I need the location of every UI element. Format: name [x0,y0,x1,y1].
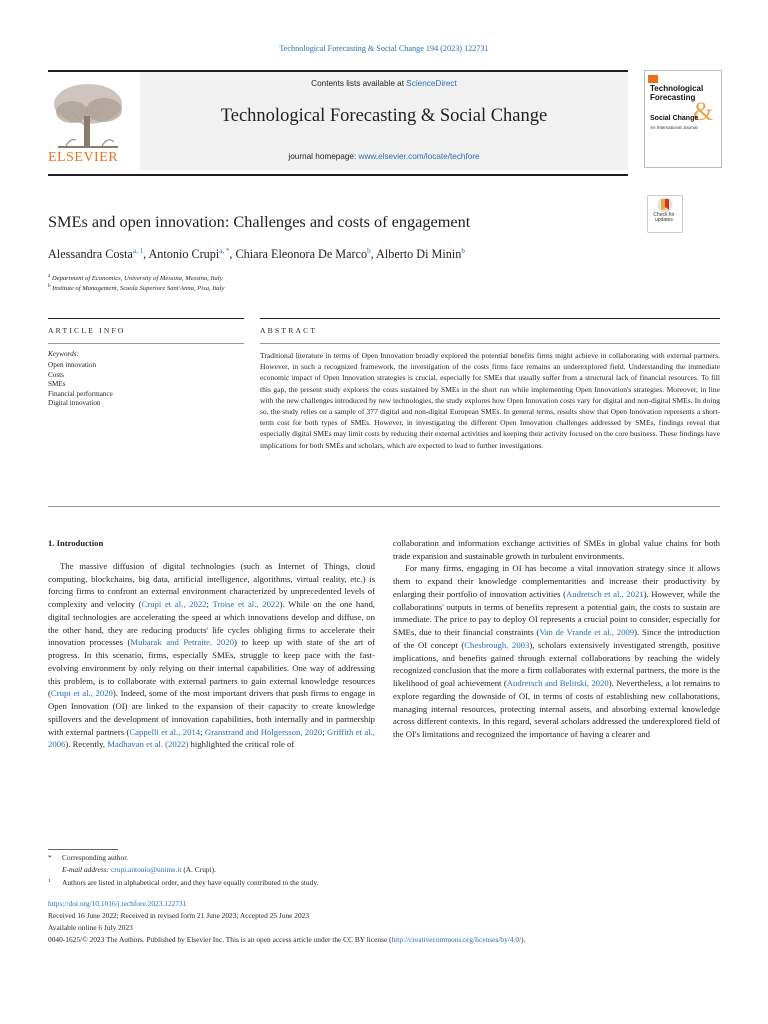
available-online: Available online 6 July 2023 [48,923,133,932]
author-affil-mark[interactable]: a, 1 [132,247,144,255]
citation-link[interactable]: Troise et al., 2022 [212,599,280,610]
author-list: Alessandra Costa$^{a, 1}$, Antonio Crupi$^{a, *}$, Chiara Eleonora De Marco$^b$, Alberto Di Minin$^b$ [48,247,465,261]
contents-prefix: Contents lists available at [311,79,407,88]
elsevier-wordmark: ELSEVIER [48,150,119,165]
citation-link[interactable]: Granstrand and Holgersson, 2020 [204,726,323,737]
citation-link[interactable]: Griffith et al., 2006 [48,726,376,750]
sciencedirect-link[interactable]: ScienceDirect [406,79,457,88]
license-text: 0040-1625/© 2023 The Authors. Published by Elsevier Inc. This is an open access article under the CC BY license ( [48,935,392,944]
journal-cover[interactable] [644,70,722,168]
keyword: Digital innovation [48,399,101,408]
license-link[interactable]: http://creativecommons.org/licenses/by/4.0/ [391,935,522,944]
keywords-list [48,361,113,409]
author-name[interactable]: Alessandra Costa [48,247,133,261]
intro-paragraph-1: The massive diffusion of digital technologies (such as Internet of Things, cloud computing, blockchains, big data, artificial intelligence, algorithms, virtual reality, etc.) is forcing firms to confront an external environment characterized by unprecedented levels of complexity and velocity (Crupi et al., 2022; Troise et al., 2022). While on the one hand, digital technologies are accelerating the speed at which innovations develop and diffuse, on the other hand, they are reducing products' life cycles obliging firms to accelerate their innovation processes (Mubarak and Petraite, 2020) to keep up with state of the art of progress. In this scenario, firms, especially SMEs, struggle to keep pace with the fast-evolving environment by only relying on their internal capabilities. One way of addressing this problem, is to collaborate with external partners to gain external knowledge resources (Crupi et al., 2020). Indeed, some of the most important drivers that push firms to engage in Open Innovation (OI) are linked to the expansion of their capacity to create knowledge spillovers and the development of innovation capabilities, both internally and in partnership with external partners (Cappelli et al., 2014; Granstrand and Holgersson, 2020; Griffith et al., 2006). Recently, Madhavan et al. (2022) highlighted the critical role of [48,561,376,750]
homepage-prefix: journal homepage: [288,152,359,161]
author-affil-mark[interactable]: b [367,247,371,255]
email-label: E-mail address: [62,865,110,874]
author-name[interactable]: Alberto Di Minin [376,247,462,261]
keyword: Costs [48,370,64,379]
footnote-mark: 1 [48,878,51,884]
citation-link[interactable]: Chesbrough, 2003 [464,639,530,650]
doi-link[interactable]: https://doi.org/10.1016/j.techfore.2023.122731 [48,899,187,908]
abstract-rule [260,318,720,319]
badge-line1: Check for [653,212,675,218]
email-suffix: (A. Crupi). [183,865,216,874]
license-line [48,935,525,944]
cover-subtitle: An International Journal [650,125,698,130]
footnote-rule [48,849,118,850]
badge-line2: updates [655,217,673,224]
cover-ampersand: & [693,97,714,126]
check-for-updates-label[interactable] [647,213,681,224]
journal-title: Technological Forecasting & Social Change [220,106,548,126]
citation-link[interactable]: Van de Vrande et al., 2009 [539,627,635,638]
section-heading-introduction: 1. Introduction [48,538,104,548]
affiliation-text: Institute of Management, Scuola Superiore Sant'Anna, Pisa, Italy [52,285,225,292]
affiliation-text: Department of Economics, University of Messina, Messina, Italy [51,275,223,282]
keyword: SMEs [48,380,66,389]
footnote-text: Corresponding author. [62,853,129,862]
abstract-subrule [260,343,720,344]
affiliation [48,284,224,292]
license-suffix: ). [521,935,526,944]
affiliation-mark: a [48,274,51,279]
affiliation [48,274,223,282]
cover-title-line2: Forecasting [650,92,696,102]
citation-link[interactable]: Audretsch and Belitski, 2020 [506,678,609,689]
asterisk-mark: * [48,853,52,862]
article-info-subrule [48,343,244,344]
cover-title [650,85,720,102]
received-dates: Received 16 June 2022; Received in revised form 21 June 2023; Accepted 25 June 2023 [48,911,310,920]
body-column-right [393,537,720,741]
citation-link[interactable]: Crupi et al., 2020 [50,688,113,699]
intro-paragraph-continued: collaboration and information exchange activities of SMEs in global value chains for both trade expansion and sustainable growth in turbulent environments. [393,538,720,561]
homepage-link[interactable]: www.elsevier.com/locate/techfore [358,152,480,161]
contents-line [140,79,628,88]
footnote-text: Authors are listed in alphabetical order, and they have equally contributed to the study. [62,878,319,887]
article-info-rule [48,318,244,319]
citation-link[interactable]: Audretsch et al., 2021 [566,588,644,599]
abstract-text: Traditional literature in terms of Open Innovation broadly explored the potential benefits firms might achieve in collaborating with external partners. However, in such a recognized framework, the investigation of the costs firms face remains an underexplored field. Understanding the immediate economic impact of Open Innovation strategies is crucial, especially for SMEs that usually suffer from a structural lack of financial resources. To fill this gap, the present study explores the costs sustained by SMEs in the short run while implementing Open Innovation's strategies. Moreover, in line with the new challenges introduced by new technologies, the study explores how Open Innovation costs vary for digital and non-digital SMEs. In doing so, the study relies on a sample of 377 digital and non-digital European SMEs. In general terms, results show that Open Innovation represents a short-term cost for both types of SMEs. However, in investigating the different Open Innovation challenges addressed by SMEs, findings reveal that especially digital SMEs may limit costs by reducing their external activities and keeping their activity focused on the core business. These findings have implications for both SMEs and scholars, which are expected to lead to further investigations. [260,351,720,450]
running-header[interactable]: Technological Forecasting & Social Change 194 (2023) 122731 [279,44,489,53]
footnote-email [48,864,216,876]
author-affil-mark[interactable]: b [461,247,465,255]
body-column-left [48,560,375,751]
intro-paragraph-2: For many firms, engaging in OI has become a vital innovation strategy since it allows them to expand their knowledge complementarities and increase their productivity by enlarging their portfolio of innovation activities (Audretsch et al., 2021). However, while the collaborations' outputs in terms of benefits represent a potential gain, the costs to sustain are immediate. The price to pay to deploy OI represents a crucial point to consider, especially for SMEs, due to their financial constraints (Van de Vrande et al., 2009). Since the introduction of the OI concept (Chesbrough, 2003), scholars extensively investigated strength, positive implications, and benefits gained through external collaborations by reaching the widely recognized conclusion that the more a firm collaborates with external partners, the more is the likelihood of goal achievement (Audretsch and Belitski, 2020). Nevertheless, a lot remains to explore regarding the downside of OI, in terms of costs of establishing new collaborations, managing internal resources, protecting internal assets, and absorbing external knowledge across different contexts. In this regard, several scholars addressed the underexplored field of the OI's limitations and recognized the importance of having a clearer and [393,563,720,740]
author-name[interactable]: Antonio Crupi [148,247,220,261]
email-link[interactable]: crupi.antonio@unime.it [111,865,182,874]
affiliation-mark: b [48,284,51,289]
article-info-heading: ARTICLE INFO [48,326,126,335]
citation-link[interactable]: Mubarak and Petraite, 2020 [130,637,234,648]
abstract-heading: ABSTRACT [260,326,318,335]
keywords-label: Keywords: [48,350,79,358]
footnote-1 [48,876,318,889]
cover-accent-bar [648,75,658,83]
footnote-corresponding [48,852,128,864]
citation-link[interactable]: Madhavan et al. (2022) [107,739,189,750]
author-affil-mark[interactable]: a, * [219,247,230,255]
cover-title-line1: Technological [650,84,704,93]
keyword: Open innovation [48,361,97,369]
author-name[interactable]: Chiara Eleonora De Marco [235,247,368,261]
citation-link[interactable]: Cappelli et al., 2014 [129,726,201,737]
abstract-end-rule [48,506,720,507]
citation-link[interactable]: Crupi et al., 2022 [141,599,207,610]
keyword: Financial performance [48,389,113,398]
homepage-line [140,152,628,161]
cover-title-line3: Social Change [650,115,699,122]
article-title: SMEs and open innovation: Challenges and costs of engagement [48,212,471,231]
